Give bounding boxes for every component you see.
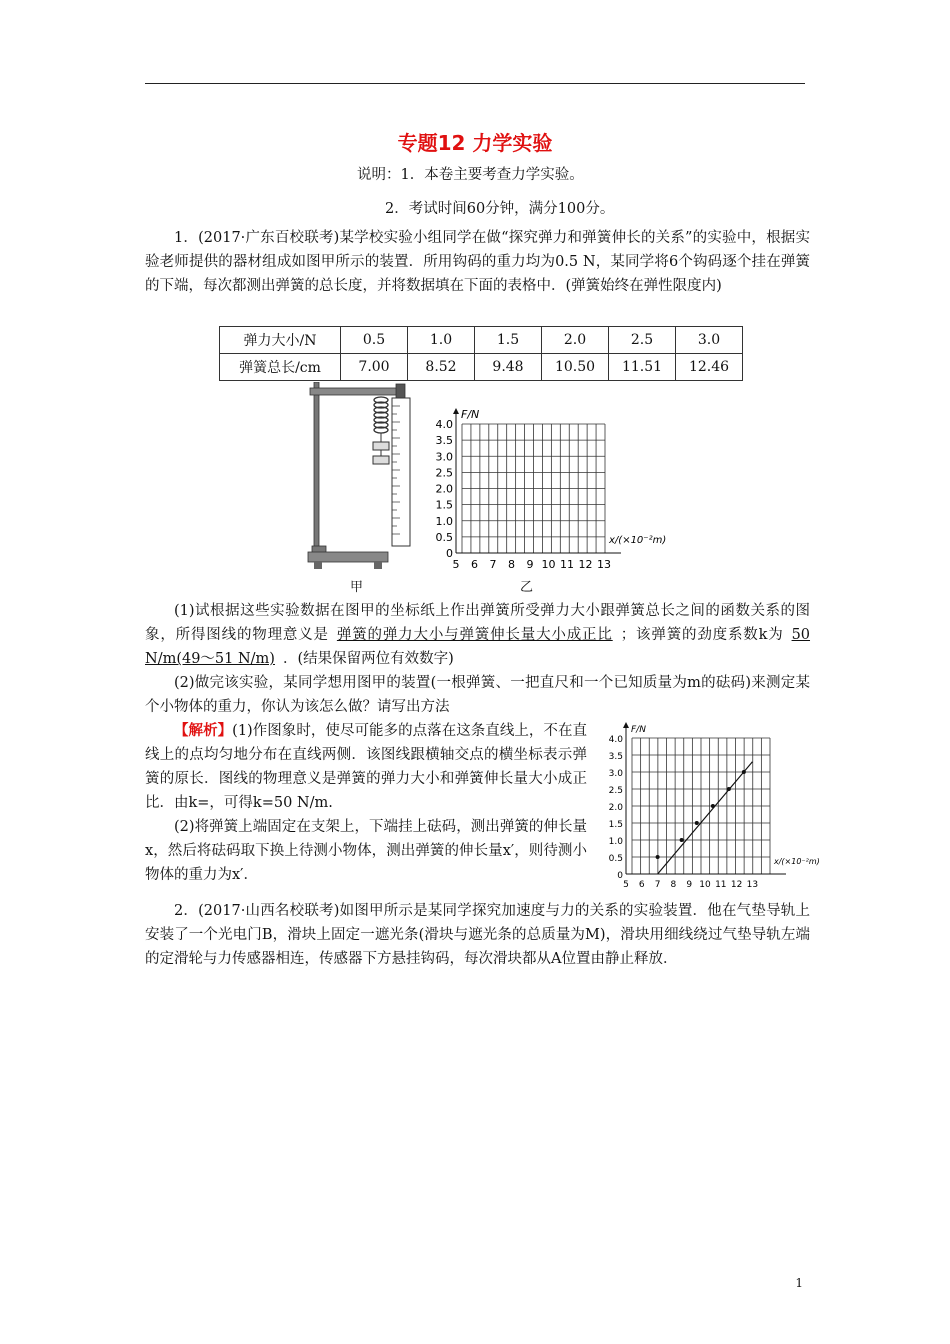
note-line-2: 2．考试时间60分钟，满分100分。 [385, 201, 615, 217]
table-cell: 0.5 [341, 327, 408, 354]
y-axis-label: F/N [631, 725, 646, 735]
table-cell: 7.00 [341, 354, 408, 381]
x-axis-label: x/(×10⁻²m) [609, 535, 667, 546]
y-tick-label: 1.5 [608, 820, 623, 830]
data-point [711, 804, 715, 808]
table-row [220, 354, 743, 381]
x-tick-label: 9 [686, 880, 693, 888]
x-tick-label: 5 [452, 558, 460, 571]
y-tick-label: 2.0 [608, 803, 623, 813]
y-tick-label: 2.0 [435, 482, 453, 496]
header-rule [145, 83, 805, 84]
table-cell: 2.5 [609, 327, 676, 354]
x-tick-label: 10 [541, 558, 556, 571]
y-tick-label: 2.5 [435, 466, 453, 480]
data-point [727, 787, 731, 791]
x-tick-label: 12 [578, 558, 593, 571]
table-header-force: 弹力大小/N [220, 327, 341, 354]
y-tick-label: 2.5 [608, 786, 623, 796]
table-header-length: 弹簧总长/cm [220, 354, 341, 381]
y-tick-label: 3.5 [608, 752, 623, 762]
q1-intro: 1．(2017·广东百校联考)某学校实验小组同学在做“探究弹力和弹簧伸长的关系”的实验中，根据实验老师提供的器材组成如图甲所示的装置．所用钩码的重力均为0.5 N，某同学将6个钩码逐个挂在弹簧的下端，每次都测出弹簧的总长度，并将数据填在下面的表格中．(弹簧始终在弹性限度内) [145, 230, 810, 294]
data-point [742, 770, 746, 774]
y-tick-label: 4.0 [608, 735, 623, 745]
q1-part1: (1)试根据这些实验数据在图甲的坐标纸上作出弹簧所受弹力大小跟弹簧总长之间的函数关系的图象，所得图线的物理意义是 弹簧的弹力大小与弹簧伸长量大小成正比 ；该弹簧的劲度系数k为 50 N/m(49～51 N/m) ．(结果保留两位有效数字) [145, 603, 811, 667]
x-tick-label: 10 [699, 880, 711, 888]
table-cell: 8.52 [408, 354, 475, 381]
table-cell: 10.50 [542, 354, 609, 381]
y-tick-label: 0 [617, 871, 623, 881]
fig-label-jia: 甲 [350, 580, 364, 595]
x-tick-label: 5 [623, 880, 629, 888]
analysis-tag: 【解析】 [174, 722, 233, 739]
y-tick-label: 3.0 [435, 450, 453, 464]
y-tick-label: 1.0 [435, 514, 453, 528]
answer-blank-1: 弹簧的弹力大小与弹簧伸长量大小成正比 [336, 627, 613, 643]
page-number: 1 [795, 1276, 803, 1290]
fig-label-yi: 乙 [520, 580, 534, 595]
note-line-1: 说明：1．本卷主要考查力学实验。 [357, 167, 584, 183]
x-tick-label: 6 [638, 880, 645, 888]
table-cell: 2.0 [542, 327, 609, 354]
analysis-2: (2)将弹簧上端固定在支架上，下端挂上砝码，测出弹簧的伸长量x，然后将砝码取下换上待测小物体，测出弹簧的伸长量x′，则待测小物体的重力为x′． [145, 819, 587, 883]
x-tick-label: 8 [670, 880, 677, 888]
table-cell: 11.51 [609, 354, 676, 381]
analysis-1: 【解析】(1)作图象时，使尽可能多的点落在这条直线上，不在直线上的点均匀地分布在直线两侧．该图线跟横轴交点的横坐标表示弹簧的原长．图线的物理意义是弹簧的弹力大小和弹簧伸长量大小成正比．由k=，可得k=50 N/m. [145, 722, 588, 811]
x-tick-label: 8 [508, 558, 515, 571]
table-cell: 1.0 [408, 327, 475, 354]
table-cell: 1.5 [475, 327, 542, 354]
x-tick-label: 6 [471, 558, 478, 571]
answer-blank-2: 50 N/m(49～51 N/m) [145, 627, 811, 667]
x-axis-label: x/(×10⁻²m) [774, 857, 820, 866]
q1-part2: (2)做完该实验，某同学想用图甲的装置(一根弹簧、一把直尺和一个已知质量为m的砝码)来测定某个小物体的重力，你认为该怎么做？请写出方法 [145, 675, 810, 715]
table-cell: 12.46 [676, 354, 743, 381]
x-tick-label: 13 [597, 558, 611, 571]
q2-text: 2．(2017·山西名校联考)如图甲所示是某同学探究加速度与力的关系的实验装置．他在气垫导轨上安装了一个光电门B，滑块上固定一遮光条(滑块与遮光条的总质量为M)，滑块用细线绕过气垫导轨左端的定滑轮与力传感器相连，传感器下方悬挂钩码，每次滑块都从A位置由静止释放． [145, 903, 810, 967]
data-point [656, 855, 660, 859]
y-tick-label: 3.5 [435, 434, 453, 448]
y-axis-label: F/N [461, 408, 480, 421]
data-table [219, 326, 743, 381]
y-tick-label: 1.5 [435, 498, 453, 512]
apparatus-figure [300, 382, 420, 592]
y-axis-arrow [453, 408, 459, 414]
data-point [680, 838, 684, 842]
table-cell: 9.48 [475, 354, 542, 381]
x-tick-label: 7 [489, 558, 497, 571]
x-tick-label: 11 [715, 880, 727, 888]
table-cell: 3.0 [676, 327, 743, 354]
x-tick-label: 11 [560, 558, 574, 571]
x-tick-label: 12 [730, 880, 743, 888]
answer-graph [592, 716, 822, 888]
x-tick-label: 13 [746, 880, 759, 888]
y-tick-label: 0 [446, 547, 453, 560]
x-tick-label: 7 [654, 880, 661, 888]
x-tick-label: 9 [526, 558, 534, 571]
y-tick-label: 3.0 [608, 769, 623, 779]
y-tick-label: 0.5 [608, 854, 623, 864]
data-point [695, 821, 699, 825]
graph-paper-yi [420, 396, 680, 576]
page-title: 专题12 力学实验 [397, 131, 553, 155]
table-row [220, 327, 743, 354]
y-tick-label: 0.5 [435, 530, 453, 544]
y-tick-label: 1.0 [608, 837, 623, 847]
y-axis-arrow [623, 722, 629, 728]
y-tick-label: 4.0 [435, 418, 453, 431]
